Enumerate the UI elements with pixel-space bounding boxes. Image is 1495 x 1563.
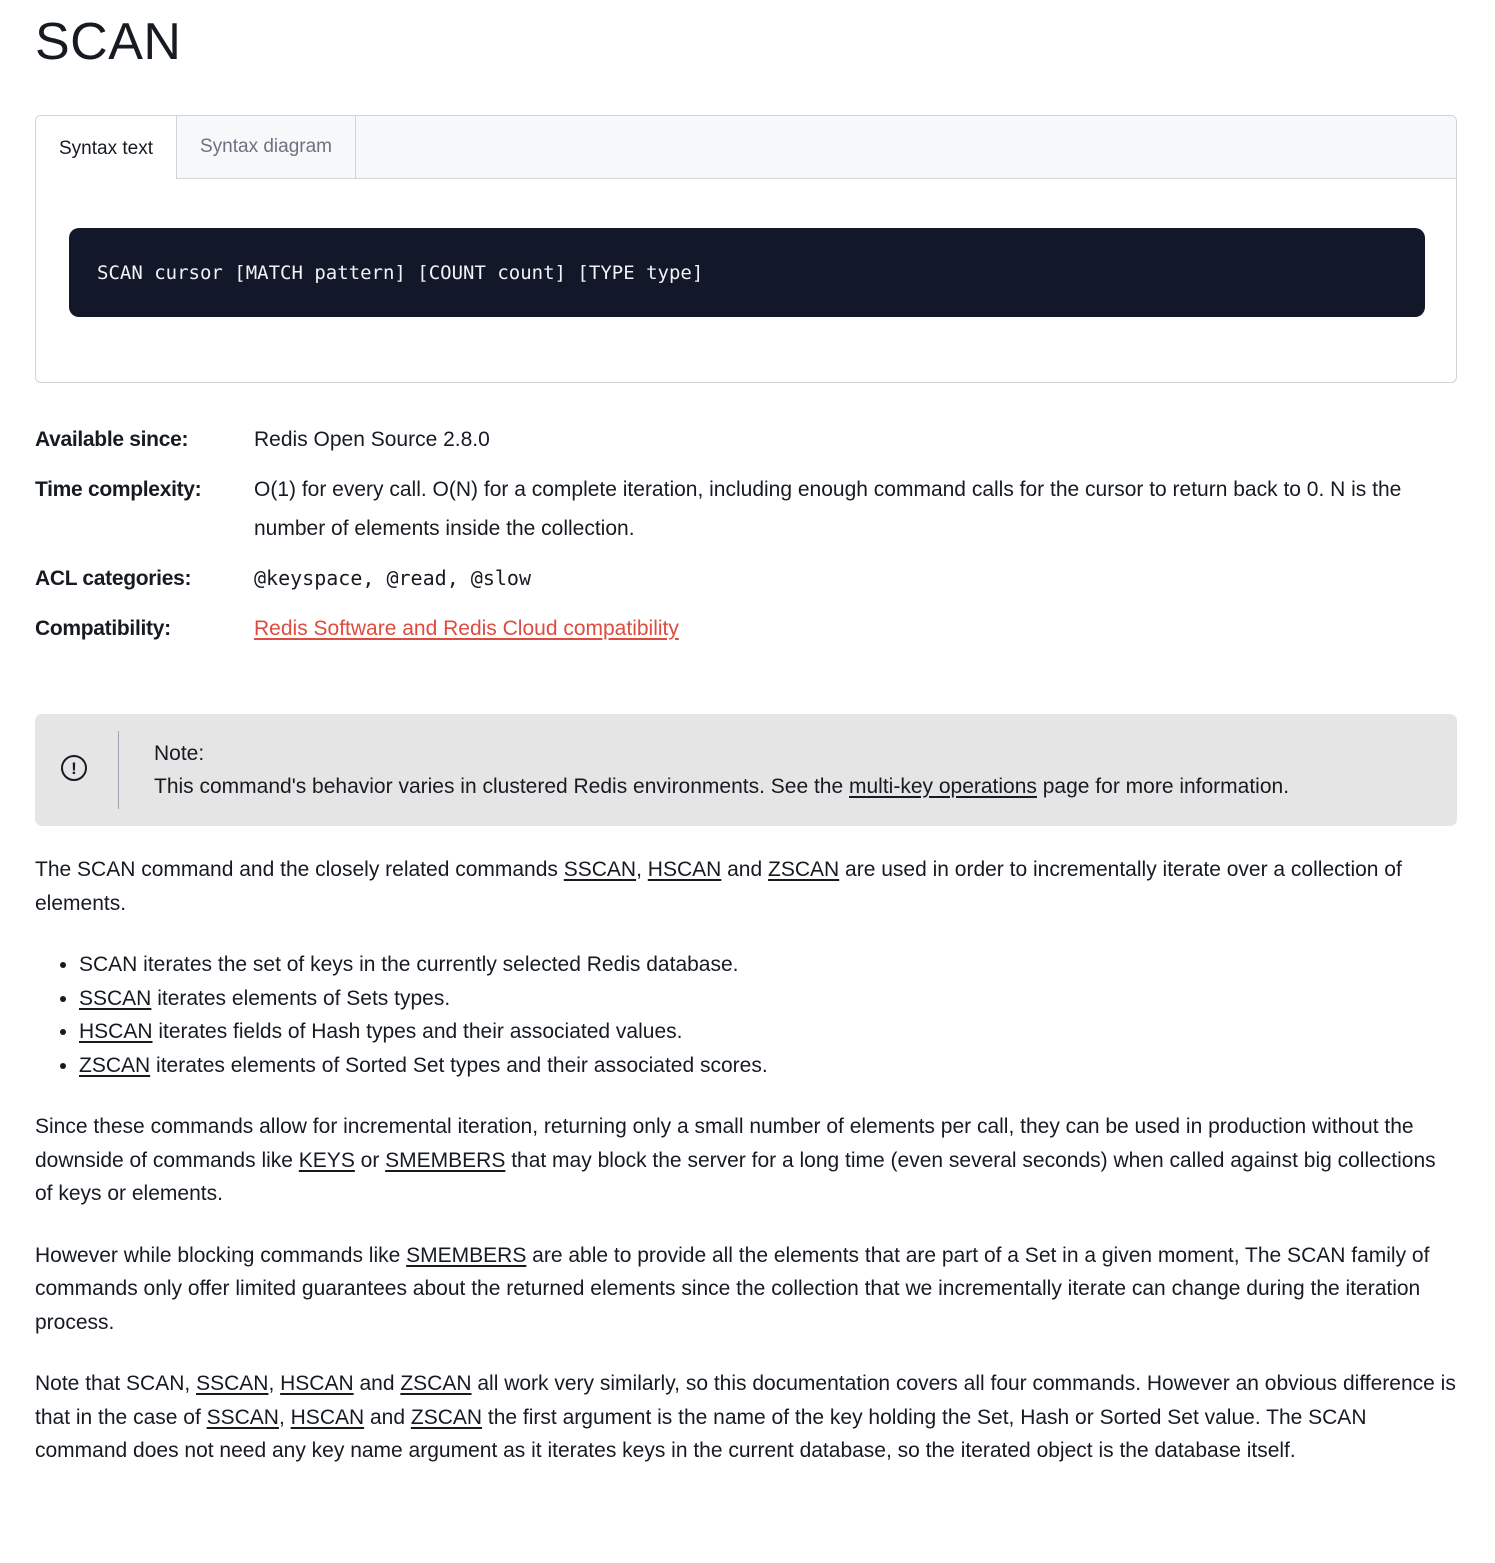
- sscan-link[interactable]: SSCAN: [196, 1372, 269, 1395]
- command-metadata: [35, 420, 1457, 659]
- zscan-link[interactable]: ZSCAN: [400, 1372, 472, 1395]
- paragraph: The SCAN command and the closely related commands SSCAN, HSCAN and ZSCAN are used in order to incrementally iterate over a collection of elements.: [35, 858, 1402, 915]
- tab-syntax-diagram[interactable]: Syntax diagram: [177, 116, 356, 178]
- article-body: [35, 853, 1457, 1496]
- command-list: [35, 948, 1457, 1082]
- note-text: [154, 737, 1289, 803]
- zscan-link[interactable]: ZSCAN: [79, 1053, 151, 1077]
- meta-value: [254, 559, 1457, 598]
- keys-link[interactable]: KEYS: [298, 1148, 355, 1172]
- sscan-link[interactable]: SSCAN: [206, 1405, 279, 1429]
- multi-key-operations-link[interactable]: multi-key operations: [849, 775, 1037, 798]
- acl-separator: ,: [362, 566, 387, 590]
- hscan-link[interactable]: HSCAN: [280, 1372, 354, 1395]
- smembers-link[interactable]: SMEMBERS: [385, 1148, 506, 1172]
- zscan-link[interactable]: ZSCAN: [410, 1405, 483, 1429]
- meta-value: Redis Open Source 2.8.0: [254, 428, 490, 451]
- meta-available-since: [35, 420, 1457, 459]
- hscan-link[interactable]: HSCAN: [79, 1020, 153, 1043]
- note-divider: [118, 731, 119, 809]
- acl-category: @slow: [470, 566, 531, 590]
- meta-compatibility: [35, 609, 1457, 648]
- zscan-link[interactable]: ZSCAN: [768, 858, 840, 881]
- sscan-link[interactable]: SSCAN: [563, 858, 637, 881]
- paragraph: However while blocking commands like SMEMBERS are able to provide all the elements that are part of a Set in a given moment, The SCAN family of commands only offer limited guarantees about the returned elements since the collection that we incrementally iterate can change during the iteration process.: [35, 1243, 1430, 1334]
- note-body: This command's behavior varies in clustered Redis environments. See the multi-key operations page for more information.: [154, 775, 1290, 798]
- meta-label: ACL categories:: [35, 567, 192, 590]
- list-item: • HSCAN iterates fields of Hash types and their associated values.: [79, 1015, 1457, 1049]
- hscan-link[interactable]: HSCAN: [647, 858, 722, 881]
- sscan-link[interactable]: SSCAN: [79, 986, 152, 1010]
- list-item: • SSCAN iterates elements of Sets types.: [79, 982, 1457, 1016]
- smembers-link[interactable]: SMEMBERS: [406, 1243, 527, 1267]
- note-callout: [35, 714, 1457, 826]
- page: [0, 0, 1495, 70]
- paragraph: Note that SCAN, SSCAN, HSCAN and ZSCAN all work very similarly, so this documentation covers all four commands. However an obvious difference is that in the case of SSCAN, HSCAN and ZSCAN the first argument is the name of the key holding the Set, Hash or Sorted Set value. The SCAN command does not need any key name argument as it iterates keys in the current database, so the iterated object is the database itself.: [35, 1372, 1456, 1462]
- note-title: Note:: [154, 742, 205, 765]
- meta-time-complexity: [35, 470, 1457, 548]
- meta-label: Time complexity:: [35, 478, 202, 501]
- exclamation-circle-icon: !: [61, 755, 87, 781]
- tab-syntax-text[interactable]: Syntax text: [36, 116, 177, 179]
- page-title: SCAN: [35, 13, 182, 71]
- syntax-code-block: SCAN cursor [MATCH pattern] [COUNT count] [TYPE type]: [69, 228, 1425, 317]
- acl-category: @keyspace: [254, 566, 363, 590]
- meta-label: Available since:: [35, 428, 189, 451]
- meta-acl-categories: [35, 559, 1457, 598]
- list-item: • SCAN iterates the set of keys in the currently selected Redis database.: [79, 948, 1457, 982]
- acl-category: @read: [386, 566, 447, 590]
- hscan-link[interactable]: HSCAN: [290, 1405, 365, 1429]
- acl-separator: ,: [446, 566, 471, 590]
- syntax-tabs: [35, 115, 1457, 383]
- tab-bar: [36, 116, 1456, 179]
- paragraph: Since these commands allow for incremental iteration, returning only a small number of elements per call, they can be used in production without the downside of commands like KEYS or SMEMBERS that may block the server for a long time (even several seconds) when called against big collections of keys or elements.: [35, 1115, 1436, 1205]
- compatibility-link[interactable]: Redis Software and Redis Cloud compatibility: [254, 617, 679, 640]
- meta-value: O(1) for every call. O(N) for a complete iteration, including enough command calls for the cursor to return back to 0. N is the number of elements inside the collection.: [254, 478, 1402, 540]
- meta-label: Compatibility:: [35, 617, 171, 640]
- meta-value: [254, 609, 1457, 648]
- list-item: • ZSCAN iterates elements of Sorted Set types and their associated scores.: [79, 1049, 1457, 1083]
